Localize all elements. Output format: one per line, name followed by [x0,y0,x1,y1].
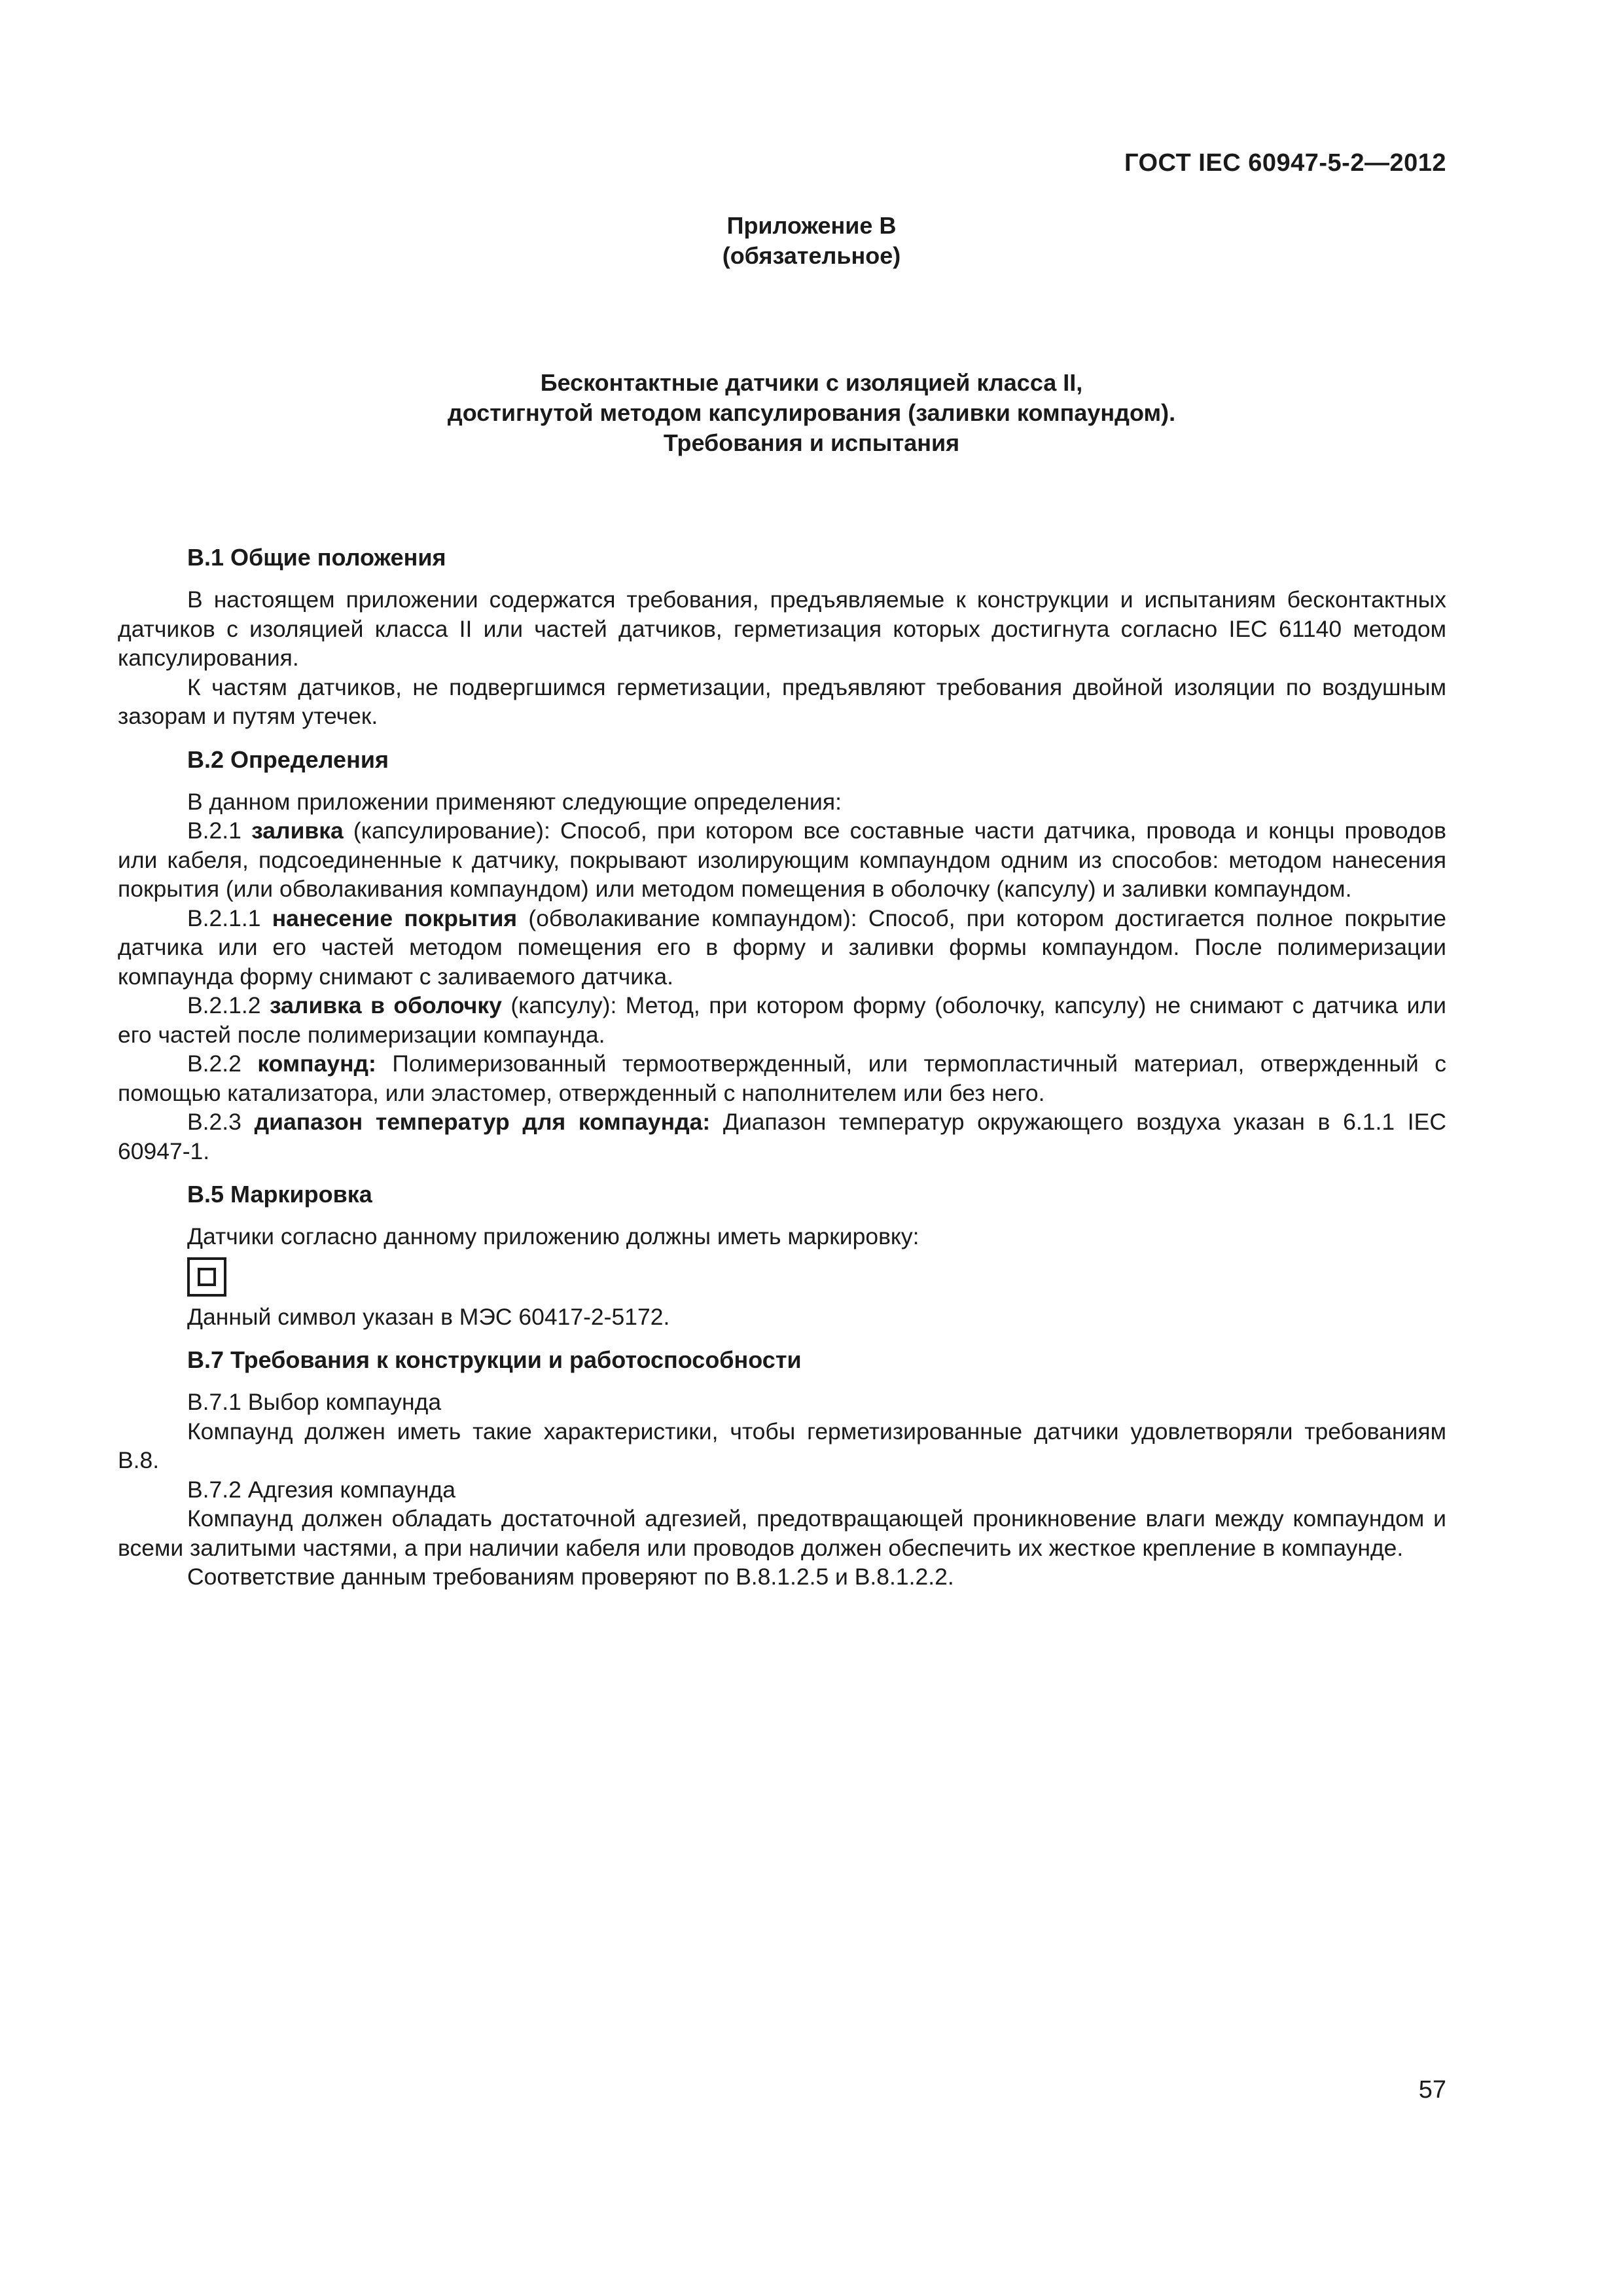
document-code: ГОСТ IEC 60947-5-2—2012 [1124,149,1446,177]
definition-text: Полимеризованный термоотвержденный, или термопластичный материал, отвержденный с помощью катализатора, или эластомер, отвержденный с наполнителем или без него. [118,1050,1446,1106]
paragraph: В данном приложении применяют следующие определения: [187,788,842,815]
definition-number: В.2.2 [187,1050,258,1077]
subsection-title: В.7.1 Выбор компаунда [187,1389,442,1415]
definition-text: (капсулирование): Способ, при котором все составные части датчика, провода и концы проводов или кабеля, подсоединенные к датчику, покрывают изолирующим компаундом одним из способов: методом нанесения покрытия (или обволакивания компаундом) или методом помещения в оболочку (капсулу) и заливки компаундом. [118,817,1446,902]
paragraph: Компаунд должен иметь такие характеристики, чтобы герметизированные датчики удовлетворяли требованиям В.8. [118,1418,1446,1473]
definition-b2-1 [118,816,1446,904]
paragraph: Данный символ указан в МЭС 60417-2-5172. [187,1303,670,1330]
definition-term: диапазон температур для компаунда: [254,1109,711,1135]
definition-b2-1-1 [118,904,1446,992]
annex-title-line-1: Бесконтактные датчики с изоляцией класса II, [540,369,1083,396]
paragraph: Компаунд должен обладать достаточной адгезией, предотвращающей проникновение влаги между компаундом и всеми залитыми частями, а при наличии кабеля или проводов должен обеспечить их жесткое крепление в компаунде. [118,1505,1446,1561]
paragraph: К частям датчиков, не подвергшимся герметизации, предъявляют требования двойной изоляции по воздушным зазорам и путям утечек. [118,673,1446,729]
page-number: 57 [1418,2076,1446,2104]
definition-term: компаунд: [257,1050,376,1077]
paragraph: В настоящем приложении содержатся требования, предъявляемые к конструкции и испытаниям бесконтактных датчиков с изоляцией класса II или частей датчиков, герметизация которых достигнута согласно IEC 61140 методом капсулирования. [118,586,1446,671]
definition-term: заливка [251,817,344,844]
definition-number: В.2.1 [187,817,252,844]
annex-heading [0,211,1623,271]
definition-b2-1-2 [118,991,1446,1049]
definition-b2-3 [118,1107,1446,1166]
double-square-class2-icon [187,1257,226,1297]
definition-number: В.2.3 [187,1109,255,1135]
definition-b2-2 [118,1049,1446,1107]
annex-label: Приложение В [726,212,897,239]
section-heading-b1: В.1 Общие положения [187,544,446,571]
definition-text: Диапазон температур окружающего воздуха указан в 6.1.1 IEC 60947-1. [118,1109,1446,1164]
annex-title-line-2: достигнутой методом капсулирования (заливки компаундом). [447,399,1176,426]
annex-status: (обязательное) [722,242,901,269]
definition-number: В.2.1.2 [187,992,270,1018]
annex-title [0,368,1623,458]
section-heading-b7: В.7 Требования к конструкции и работоспособности [187,1346,802,1373]
section-heading-b2: В.2 Определения [187,745,389,773]
definition-text: (обволакивание компаундом): Способ, при котором достигается полное покрытие датчика или его частей методом помещения его в форму и заливки формы компаундом. После полимеризации компаунда форму снимают с заливаемого датчика. [118,905,1446,990]
definition-term: заливка в оболочку [270,992,502,1018]
marking-symbol-row [118,1251,1446,1302]
subsection-title: В.7.2 Адгезия компаунда [187,1476,455,1503]
annex-title-line-3: Требования и испытания [663,429,960,456]
paragraph: Соответствие данным требованиям проверяют по В.8.1.2.5 и В.8.1.2.2. [187,1564,954,1590]
section-heading-b5: В.5 Маркировка [187,1181,372,1208]
definition-term: нанесение покрытия [272,905,518,931]
definition-text: (капсулу): Метод, при котором форму (оболочку, капсулу) не снимают с датчика или его частей после полимеризации компаунда. [118,992,1446,1048]
document-body [118,543,1446,1592]
definition-number: В.2.1.1 [187,905,272,931]
paragraph: Датчики согласно данному приложению должны иметь маркировку: [187,1223,919,1249]
